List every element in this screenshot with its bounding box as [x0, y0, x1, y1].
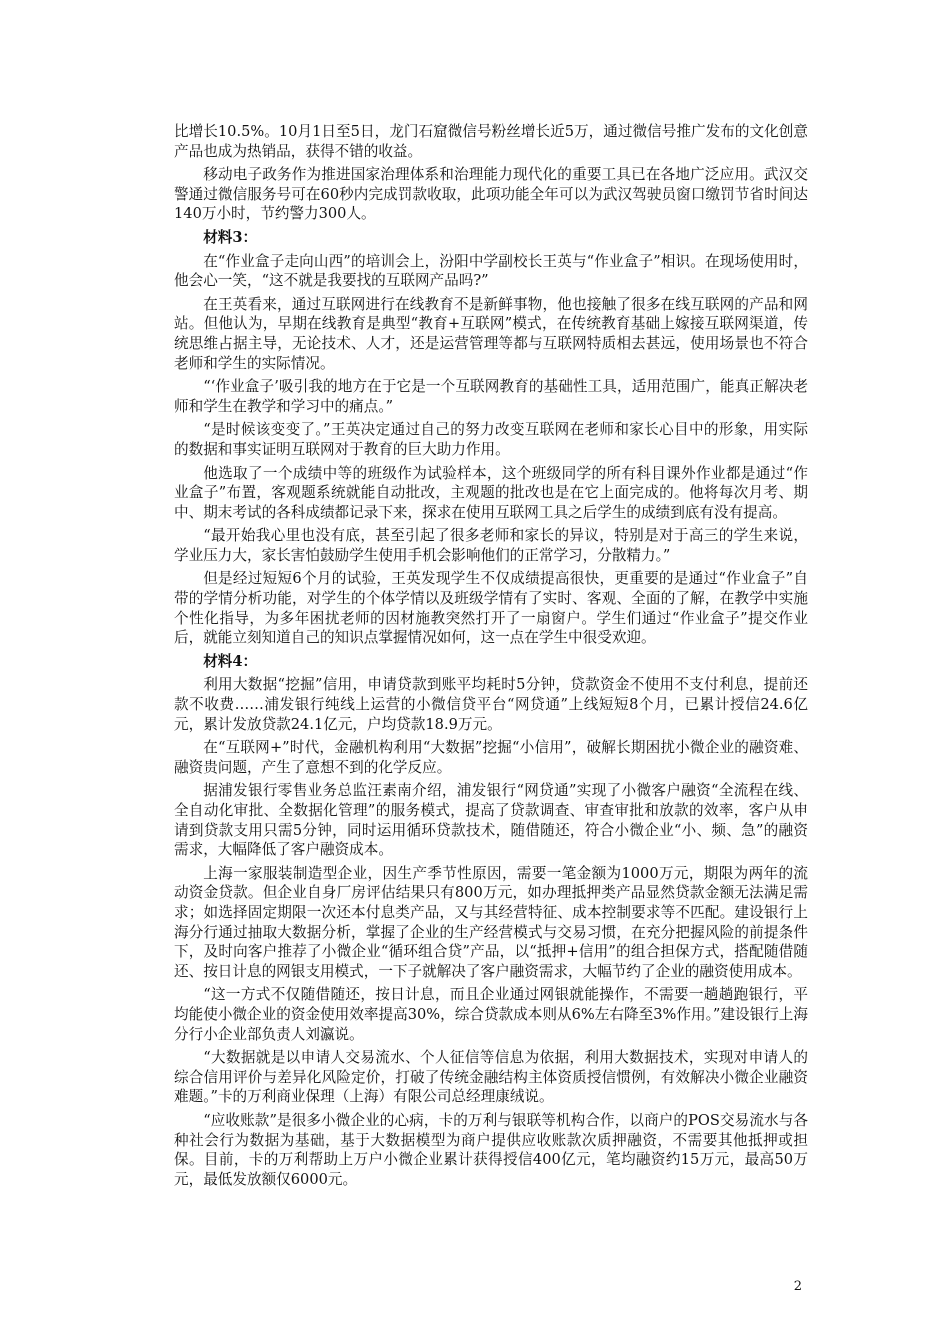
- paragraph: 据浦发银行零售业务总监汪素南介绍，浦发银行“网贷通”实现了小微客户融资“全流程在线、全自动化审批、全数据化管理”的服务模式，提高了贷款调查、审查审批和放款的效率，客户从申请到贷款支用只需5分钟，同时运用循环贷款技术，随借随还，符合小微企业“小、频、急”的融资需求，大幅降低了客户融资成本。: [174, 782, 808, 859]
- section-heading: 材料4：: [203, 652, 258, 670]
- paragraph: 移动电子政务作为推进国家治理体系和治理能力现代化的重要工具已在各地广泛应用。武汉交警通过微信服务号可在60秒内完成罚款收取，此项功能全年可以为武汉驾驶员窗口缴罚节省时间达140万小时，节约警力300人。: [174, 166, 808, 223]
- paragraph: 上海一家服装制造型企业，因生产季节性原因，需要一笔金额为1000万元，期限为两年的流动资金贷款。但企业自身厂房评估结果只有800万元，如办理抵押类产品显然贷款金额无法满足需求；如选择固定期限一次还本付息类产品，又与其经营特征、成本控制要求等不匹配。建设银行上海分行通过抽取大数据分析，掌握了企业的生产经营模式与交易习惯，在充分把握风险的前提条件下，及时向客户推荐了小微企业“循环组合贷”产品，以“抵押+信用”的组合担保方式，搭配随借随还、按日计息的网银支用模式，一下子就解决了客户融资需求，大幅节约了企业的融资使用成本。: [174, 864, 808, 980]
- document-body: [174, 122, 808, 1193]
- paragraph: 他选取了一个成绩中等的班级作为试验样本，这个班级同学的所有科目课外作业都是通过“作业盒子”布置，客观题系统就能自动批改，主观题的批改也是在它上面完成的。他将每次月考、期中、期末考试的各科成绩都记录下来，探求在使用互联网工具之后学生的成绩到底有没有提高。: [174, 464, 808, 521]
- section-heading: 材料3：: [203, 228, 258, 246]
- paragraph: “‘作业盒子’吸引我的地方在于它是一个互联网教育的基础性工具，适用范围广，能真正解决老师和学生在教学和学习中的痛点。”: [174, 378, 808, 415]
- paragraph: 但是经过短短6个月的试验，王英发现学生不仅成绩提高很快，更重要的是通过“作业盒子”自带的学情分析功能，对学生的个体学情以及班级学情有了实时、客观、全面的了解，在教学中实施个性化指导，为多年困扰老师的因材施教突然打开了一扇窗户。学生们通过“作业盒子”提交作业后，就能立刻知道自己的知识点掌握情况如何，这一点在学生中很受欢迎。: [174, 570, 808, 647]
- page-number: 2: [793, 1279, 802, 1294]
- paragraph: 在“作业盒子走向山西”的培训会上，汾阳中学副校长王英与“作业盒子”相识。在现场使用时，他会心一笑，“这不就是我要找的互联网产品吗?”: [174, 252, 808, 290]
- paragraph: 利用大数据“挖掘”信用，申请贷款到账平均耗时5分钟，贷款资金不使用不支付利息，提前还款不收费……浦发银行纯线上运营的小微信贷平台“网贷通”上线短短8个月，已累计授信24.6亿元，累计发放贷款24.1亿元，户均贷款18.9万元。: [174, 676, 808, 733]
- paragraph: “这一方式不仅随借随还，按日计息，而且企业通过网银就能操作，不需要一趟趟跑银行，平均能使小微企业的资金使用效率提高30%，综合贷款成本则从6%左右降至3%作用。”建设银行上海分行小企业部负责人刘瀛说。: [174, 986, 808, 1043]
- paragraph: 在“互联网+”时代，金融机构利用“大数据”挖掘“小信用”，破解长期困扰小微企业的融资难、融资贵问题，产生了意想不到的化学反应。: [174, 739, 808, 776]
- paragraph: 比增长10.5%。10月1日至5日，龙门石窟微信号粉丝增长近5万，通过微信号推广发布的文化创意产品也成为热销品，获得不错的收益。: [174, 123, 808, 160]
- paragraph: “应收账款”是很多小微企业的心病，卡的万利与银联等机构合作，以商户的POS交易流水与各种社会行为数据为基础，基于大数据模型为商户提供应收账款次质押融资，不需要其他抵押或担保。目前，卡的万利帮助上万户小微企业累计获得授信400亿元，笔均融资约15万元，最高50万元，最低发放额仅6000元。: [174, 1111, 808, 1188]
- paragraph: “大数据就是以申请人交易流水、个人征信等信息为依据，利用大数据技术，实现对申请人的综合信用评价与差异化风险定价，打破了传统金融结构主体资质授信惯例，有效解决小微企业融资难题。”卡的万利商业保理（上海）有限公司总经理康绒说。: [174, 1049, 808, 1106]
- paragraph: “最开始我心里也没有底，甚至引起了很多老师和家长的异议，特别是对于高三的学生来说，学业压力大，家长害怕鼓励学生使用手机会影响他们的正常学习，分散精力。”: [174, 527, 808, 564]
- paragraph: 在王英看来，通过互联网进行在线教育不是新鲜事物，他也接触了很多在线互联网的产品和网站。但他认为，早期在线教育是典型“教育+互联网”模式，在传统教育基础上嫁接互联网渠道，传统思维占据主导，无论技术、人才，还是运营管理等都与互联网特质相去甚远，使用场景也不符合老师和学生的实际情况。: [174, 295, 808, 372]
- paragraph: “是时候该变变了。”王英决定通过自己的努力改变互联网在老师和家长心目中的形象，用实际的数据和事实证明互联网对于教育的巨大助力作用。: [174, 421, 808, 458]
